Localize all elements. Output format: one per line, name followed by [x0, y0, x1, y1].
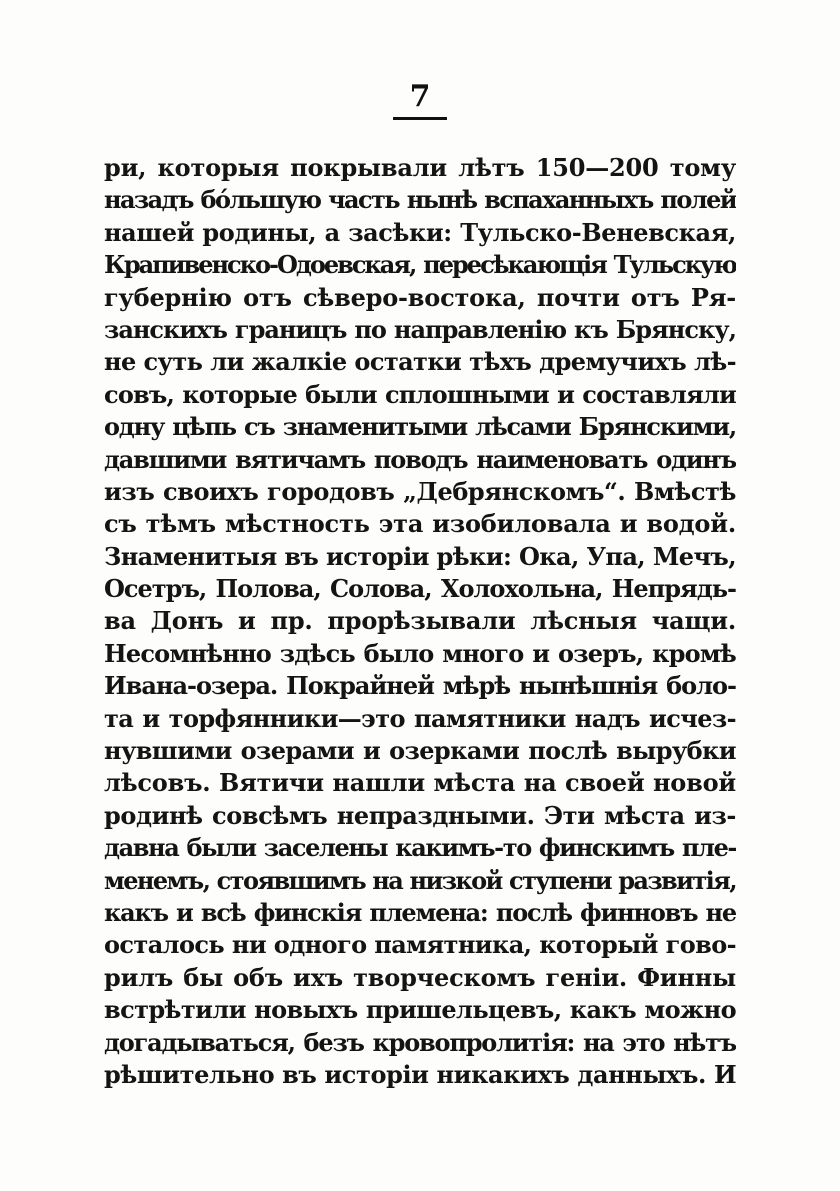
text-line: какъ и всѣ финскія племена: послѣ финновъ не	[104, 897, 736, 927]
text-line: съ тѣмъ мѣстность эта изобиловала и водой.	[104, 509, 736, 539]
text-line: менемъ, стоявшимъ на низкой ступени развитія,	[104, 865, 736, 895]
text-line: та и торфянники—это памятники надъ исчез-	[104, 703, 736, 733]
text-line: давна были заселены какимъ-то финскимъ пле-	[104, 833, 736, 863]
text-line: осталось ни одного памятника, который гово-	[104, 930, 736, 960]
text-line: родинѣ совсѣмъ непраздными. Эти мѣста из-	[104, 800, 736, 830]
text-line: занскихъ границъ по направленію къ Брянску,	[104, 314, 736, 344]
text-line: изъ своихъ городовъ „Дебрянскомъ“. Вмѣстѣ	[104, 476, 736, 506]
text-line: давшими вятичамъ поводъ наименовать одинъ	[104, 444, 736, 474]
body-text	[104, 152, 736, 1091]
text-line: Знаменитыя въ исторіи рѣки: Ока, Упа, Мечъ,	[104, 541, 736, 571]
text-line: Осетръ, Полова, Солова, Холохольна, Непрядь-	[104, 574, 736, 604]
text-line: назадъ бóльшую часть нынѣ вспаханныхъ полей	[104, 185, 736, 215]
page-number-underline	[393, 117, 447, 120]
text-line: догадываться, безъ кровопролитія: на это нѣтъ	[104, 1027, 736, 1057]
page-number: 7	[409, 79, 431, 114]
text-line: Ивана-озера. Покрайней мѣрѣ нынѣшнія боло-	[104, 671, 736, 701]
text-line: не суть ли жалкіе остатки тѣхъ дремучихъ лѣ-	[104, 347, 736, 377]
text-line: совъ, которые были сплошными и составляли	[104, 379, 736, 409]
text-line: ва Донъ и пр. прорѣзывали лѣсныя чащи.	[104, 606, 736, 636]
text-line: Несомнѣнно здѣсь было много и озеръ, кромѣ	[104, 638, 736, 668]
text-line: нувшими озерами и озерками послѣ вырубки	[104, 736, 736, 766]
text-line: встрѣтили новыхъ пришельцевъ, какъ можно	[104, 995, 736, 1025]
text-line: рѣшительно въ исторіи никакихъ данныхъ. И	[104, 1059, 736, 1089]
text-line: лѣсовъ. Вятичи нашли мѣста на своей новой	[104, 768, 736, 798]
text-line: одну цѣпь съ знаменитыми лѣсами Брянскими,	[104, 412, 736, 442]
text-line: ри, которыя покрывали лѣтъ 150—200 тому	[104, 153, 736, 182]
text-line: губернію отъ сѣверо-востока, почти отъ Ря-	[104, 282, 736, 312]
text-line: Крапивенско-Одоевская, пересѣкающія Тульскую	[104, 250, 736, 280]
text-line: нашей родины, а засѣки: Тульско-Веневская,	[104, 217, 736, 247]
text-line: рилъ бы объ ихъ творческомъ геніи. Финны	[104, 962, 736, 992]
